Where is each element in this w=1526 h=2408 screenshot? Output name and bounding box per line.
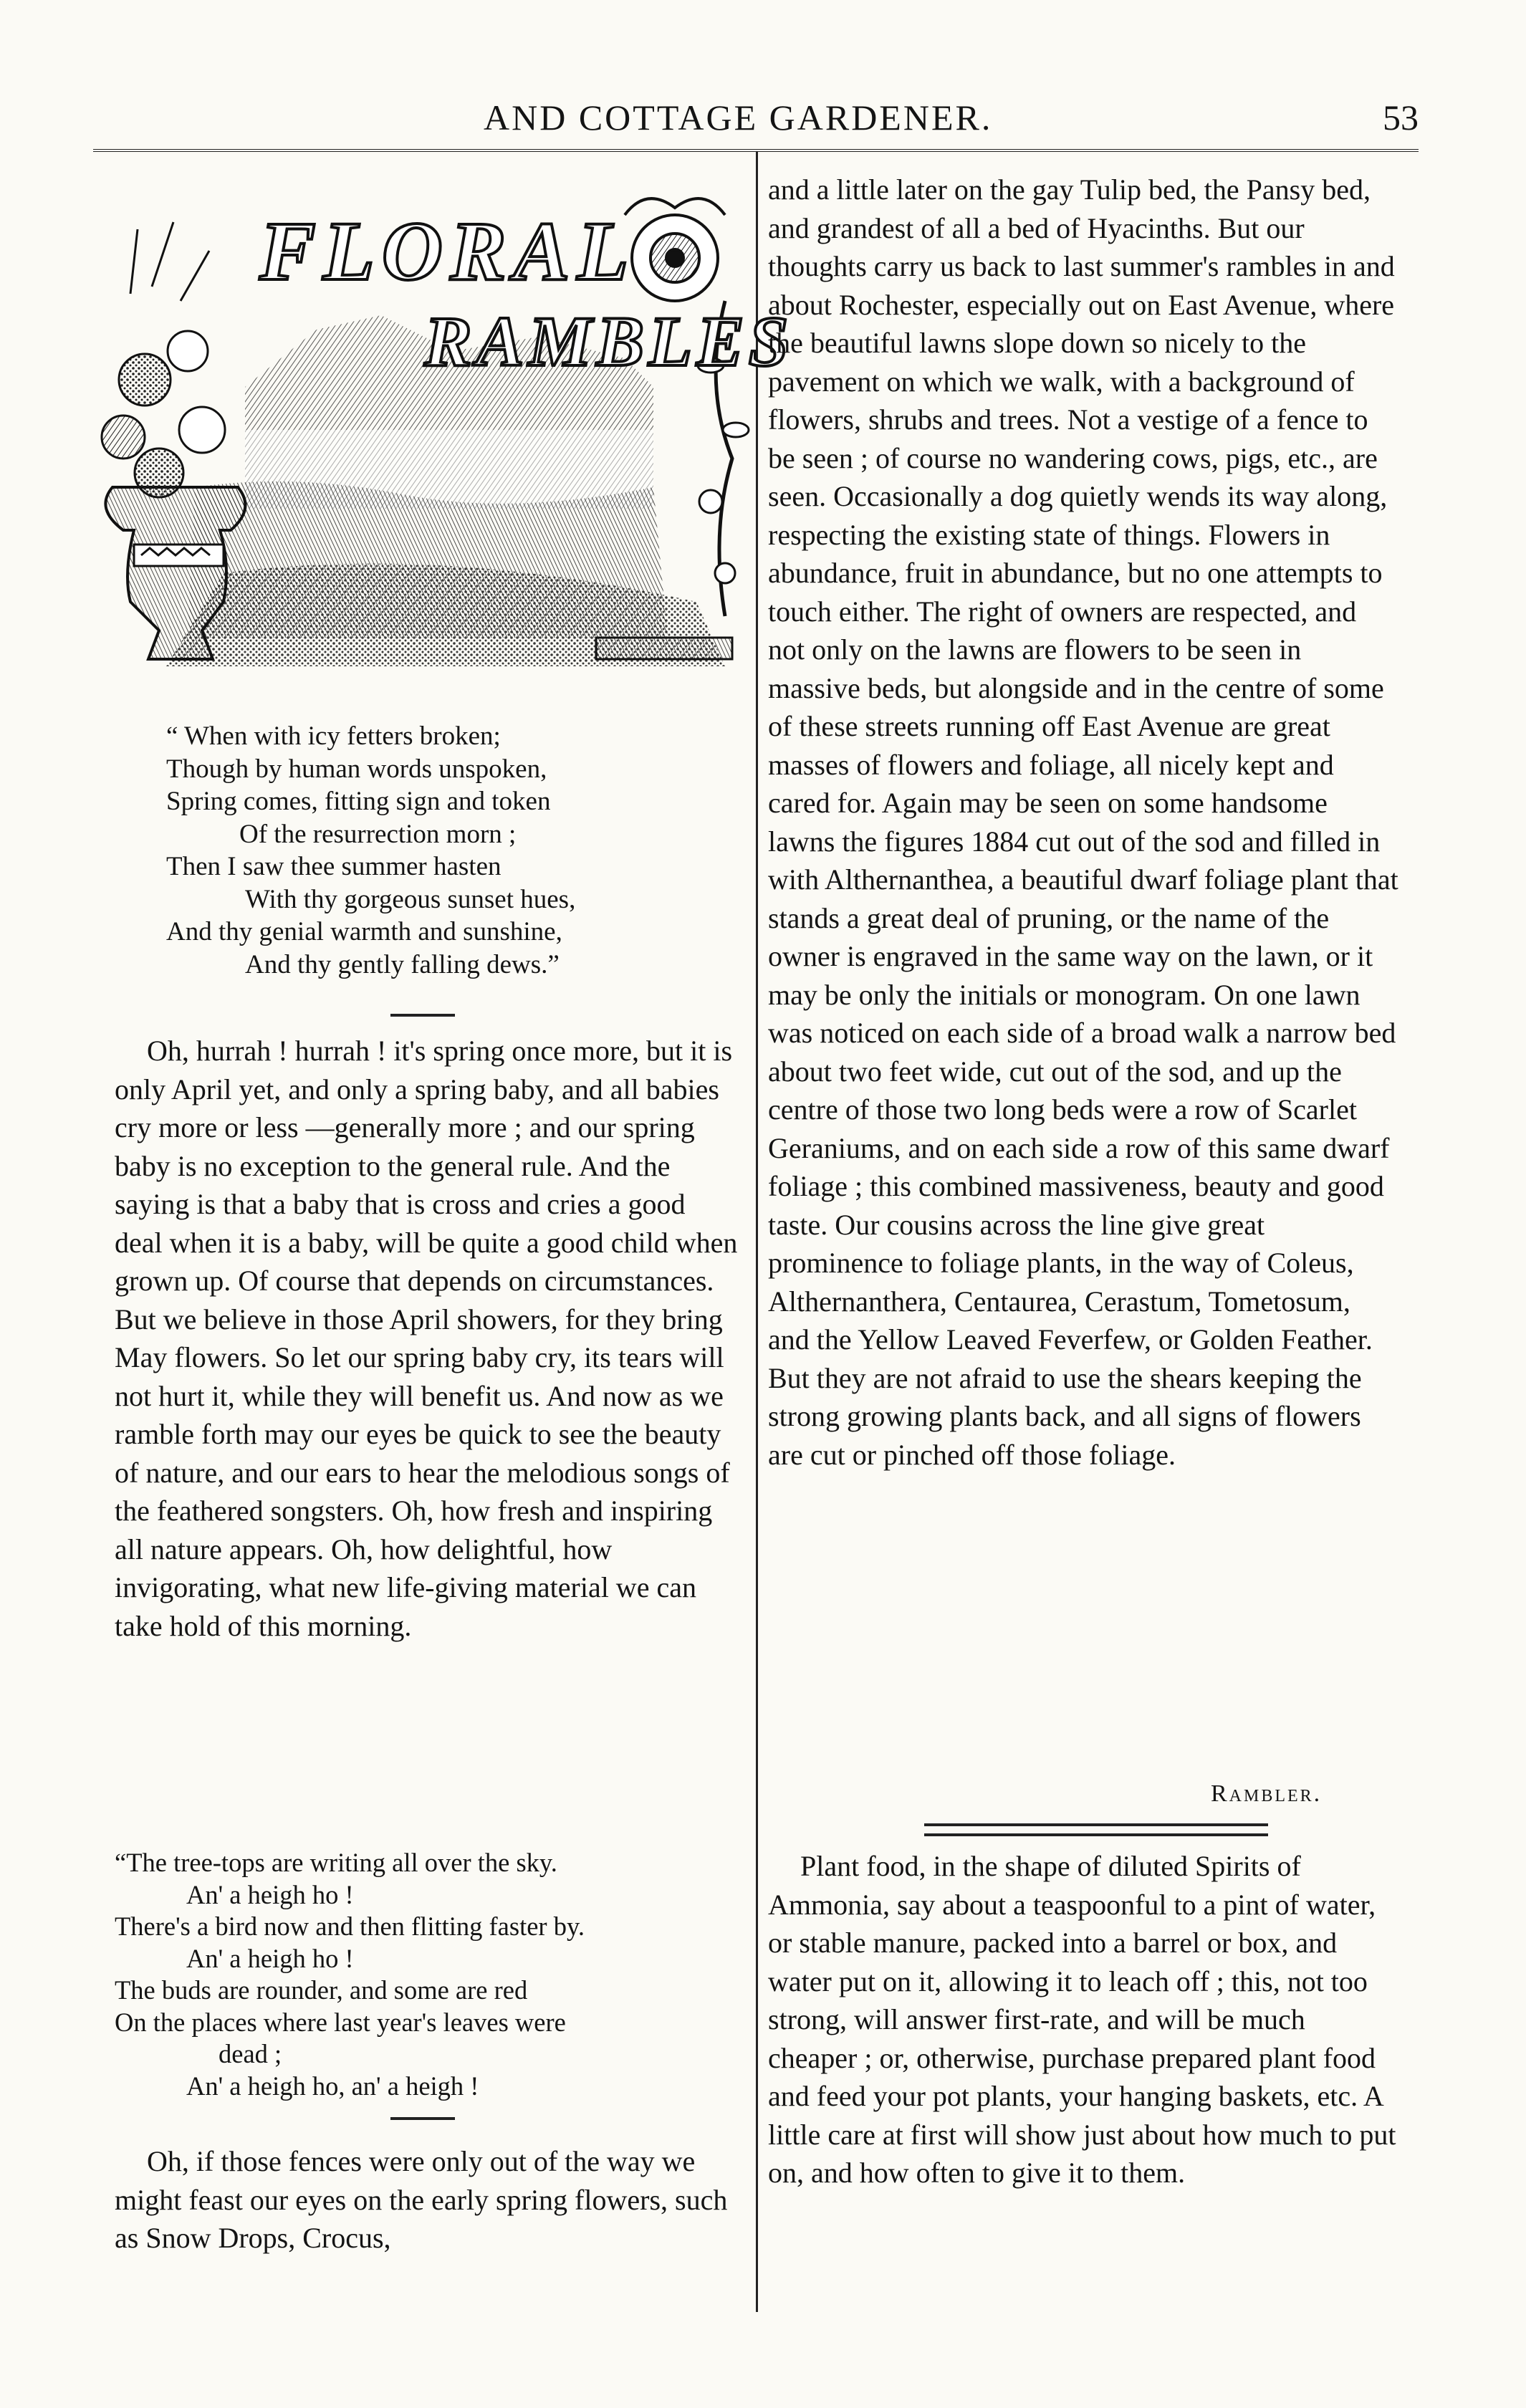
poem-line: And thy gently falling dews.” bbox=[245, 949, 560, 979]
poem-line: dead ; bbox=[219, 2039, 282, 2068]
left-prose-1 bbox=[115, 1032, 738, 1645]
poem-line: An' a heigh ho ! bbox=[186, 1879, 354, 1909]
poem-line: The buds are rounder, and some are red bbox=[115, 1975, 528, 2005]
opening-poem bbox=[166, 720, 739, 981]
illustration-title-floral: FLORAL bbox=[259, 204, 636, 298]
rose-ornament bbox=[625, 198, 725, 301]
poem-line: “ When with icy fetters broken; bbox=[166, 721, 501, 751]
poem-line: There's a bird now and then flitting faster by. bbox=[115, 1911, 585, 1941]
page-header bbox=[93, 97, 1419, 147]
illustration-title-rambles: RAMBLES bbox=[424, 302, 793, 381]
floral-rambles-illustration bbox=[80, 172, 793, 699]
column-rule bbox=[756, 152, 758, 2312]
poem-line: Then I saw thee summer hasten bbox=[166, 852, 502, 881]
poem-line: With thy gorgeous sunset hues, bbox=[245, 884, 576, 914]
poem-line: Spring comes, fitting sign and token bbox=[166, 787, 551, 816]
left-prose-2 bbox=[115, 2142, 738, 2258]
poem-line: Though by human words unspoken, bbox=[166, 754, 547, 784]
right-prose-1 bbox=[768, 171, 1398, 1474]
paragraph: and a little later on the gay Tulip bed, the Pansy bed, and grandest of all a bed of Hyacinths. But our thoughts carry us back to last summer's rambles in and about Rochester, especially out on East Avenue, where the beautiful lawns slope down so nicely to the pavement on which we walk, with a background of flowers, shrubs and trees. Not a vestige of a fence to be seen ; of course no wandering cows, pigs, etc., are seen. Occasionally a dog quietly wends its way along, respecting the existing state of things. Flowers in abundance, fruit in abundance, but no one attempts to touch either. The right of owners are respected, and not only on the lawns are flowers to be seen in massive beds, but alongside and in the centre of some of these streets running off East Avenue are great masses of flowers and foliage, all nicely kept and cared for. Again may be seen on some handsome lawns the figures 1884 cut out of the sod and filled in with Althernanthea, a beautiful dwarf foliage plant that stands a great deal of pruning, or the name of the owner is engraved in the same way on the lawn, or it may be only the initials or monogram. On one lawn was noticed on each side of a broad walk a narrow bed about two feet wide, cut out of the sod, and up the centre of those two long beds were a row of Scarlet Geraniums, and on each side a row of this same dwarf foliage ; this combined massiveness, beauty and good taste. Our cousins across the line give great prominence to foliage plants, in the way of Coleus, Althernanthera, Centaurea, Cerastum, Tometosum, and the Yellow Leaved Feverfew, or Golden Feather. But they are not afraid to use the shears keeping the strong growing plants back, and all signs of flowers are cut or pinched off those foliage. bbox=[768, 173, 1398, 1471]
right-prose-2 bbox=[768, 1847, 1398, 2192]
section-rule bbox=[390, 1014, 455, 1017]
poem-line: An' a heigh ho, an' a heigh ! bbox=[186, 2071, 479, 2101]
tree-tops-poem bbox=[115, 1847, 745, 2102]
double-rule bbox=[924, 1823, 1268, 1836]
running-title: AND COTTAGE GARDENER. bbox=[484, 97, 993, 138]
signature-rambler: Rambler. bbox=[1211, 1780, 1323, 1807]
poem-line: Of the resurrection morn ; bbox=[239, 819, 517, 849]
poem-line: And thy genial warmth and sunshine, bbox=[166, 917, 562, 946]
paragraph: Oh, if those fences were only out of the way we might feast our eyes on the early spring flowers, such as Snow Drops, Crocus, bbox=[115, 2145, 728, 2254]
poem-line: On the places where last year's leaves were bbox=[115, 2007, 566, 2037]
page-number: 53 bbox=[1383, 97, 1419, 138]
poem-line: “The tree-tops are writing all over the sky. bbox=[115, 1848, 557, 1877]
paragraph: Oh, hurrah ! hurrah ! it's spring once more, but it is only April yet, and only a spring baby, and all babies cry more or less —generally more ; and our spring baby is no exception to the general rule. And the saying is that a baby that is cross and cries a good deal when it is a baby, will be quite a good child when grown up. Of course that depends on circumstances. But we believe in those April showers, for they bring May flowers. So let our spring baby cry, its tears will not hurt it, while they will benefit us. And now as we ramble forth may our eyes be quick to see the beauty of nature, and our ears to hear the melodious songs of the feathered songsters. Oh, how fresh and inspiring all nature appears. Oh, how delightful, how invigorating, what new life-giving material we can take hold of this morning. bbox=[115, 1035, 738, 1642]
poem-line: An' a heigh ho ! bbox=[186, 1943, 354, 1973]
section-rule bbox=[390, 2117, 455, 2120]
paragraph: Plant food, in the shape of diluted Spirits of Ammonia, say about a teaspoonful to a pint of water, or stable manure, packed into a barrel or box, and water put on it, allowing it to leach off ; this, not too strong, will answer first-rate, and will be much cheaper ; or, otherwise, purchase prepared plant food and feed your pot plants, your hanging baskets, etc. A little care at first will show just about how much to put on, and how often to give it to them. bbox=[768, 1850, 1396, 2189]
bouquet bbox=[102, 222, 225, 497]
